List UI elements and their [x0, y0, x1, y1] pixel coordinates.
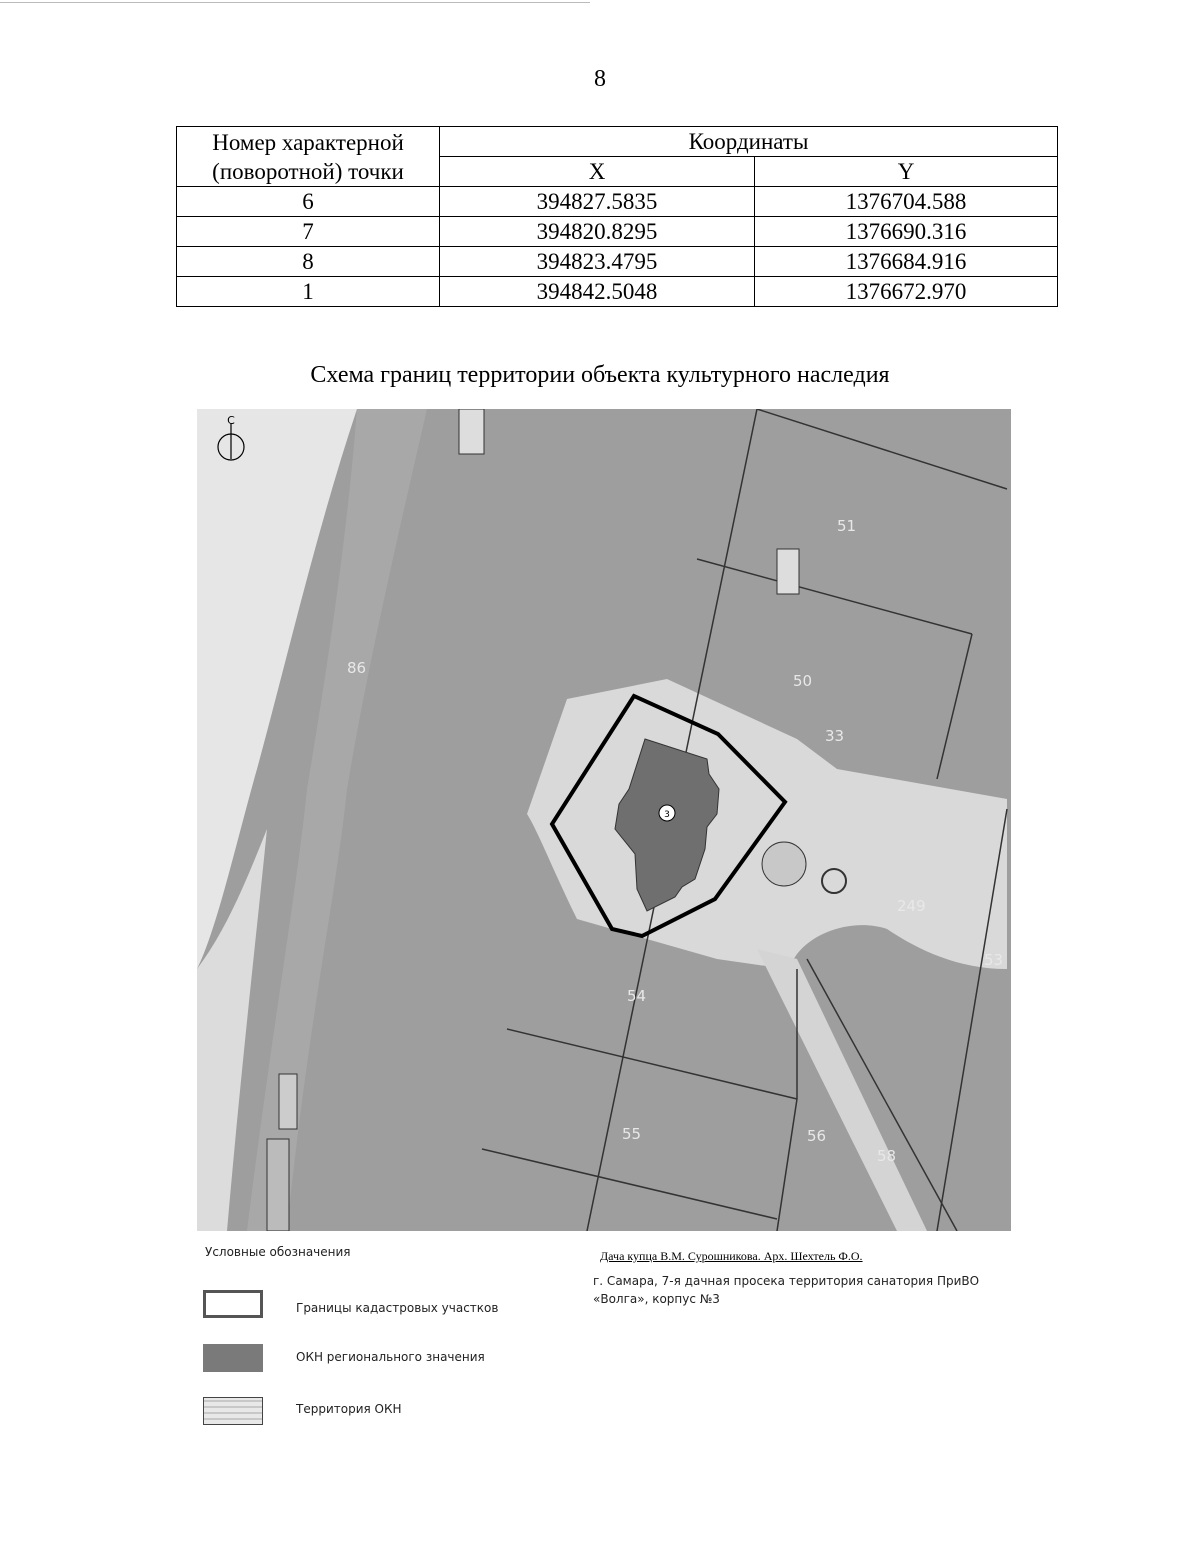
legend-swatch-okn [203, 1344, 263, 1372]
cell-y: 1376684.916 [755, 247, 1058, 277]
cell-point: 7 [177, 217, 440, 247]
page-number: 8 [594, 66, 606, 92]
boundary-map [197, 409, 1011, 1231]
parcel-label: 50 [793, 672, 813, 690]
north-label: С [227, 414, 235, 427]
cell-x: 394823.4795 [440, 247, 755, 277]
cell-point: 8 [177, 247, 440, 277]
parcel-label: 53 [984, 951, 1004, 969]
parcel-label: 54 [627, 987, 647, 1005]
roundabout [762, 842, 806, 886]
cell-x: 394827.5835 [440, 187, 755, 217]
small-structure [267, 1139, 289, 1231]
legend-swatch-territory [203, 1397, 263, 1425]
cell-point: 6 [177, 187, 440, 217]
header-coordinates: Координаты [440, 127, 1058, 157]
table-row [177, 247, 1058, 277]
coordinates-table [176, 126, 1058, 307]
parcel-label: 86 [347, 659, 367, 677]
parcel-label: 51 [837, 517, 857, 535]
parcel-label: 33 [825, 727, 845, 745]
small-structure [777, 549, 799, 594]
legend-label-cadastral: Границы кадастровых участков [296, 1301, 499, 1315]
cell-x: 394842.5048 [440, 277, 755, 307]
table-row [177, 217, 1058, 247]
parcel-label: 249 [897, 897, 926, 915]
cell-point: 1 [177, 277, 440, 307]
header-x: X [440, 157, 755, 187]
cell-x: 394820.8295 [440, 217, 755, 247]
cell-y: 1376690.316 [755, 217, 1058, 247]
cell-y: 1376704.588 [755, 187, 1058, 217]
legend-swatch-cadastral [203, 1290, 263, 1318]
legend-label-territory: Территория ОКН [296, 1402, 402, 1416]
parcel-label: 55 [622, 1125, 642, 1143]
small-structure [459, 409, 484, 454]
legend-label-okn: ОКН регионального значения [296, 1350, 485, 1364]
table-row [177, 277, 1058, 307]
header-y: Y [755, 157, 1058, 187]
top-rule [0, 2, 590, 3]
legend-title: Условные обозначения [205, 1245, 351, 1259]
caption-object: Дача купца В.М. Сурошникова. Арх. Шехтель Ф.О. [600, 1249, 863, 1263]
small-structure [279, 1074, 297, 1129]
caption-address: г. Самара, 7-я дачная просека территория санатория ПриВО «Волга», корпус №3 [593, 1274, 980, 1306]
object-number: 3 [664, 810, 670, 820]
parcel-label: 58 [877, 1147, 897, 1165]
map-canvas [197, 409, 1011, 1231]
scheme-title: Схема границ территории объекта культурного наследия [310, 362, 890, 388]
table-row [177, 187, 1058, 217]
cell-y: 1376672.970 [755, 277, 1058, 307]
parcel-label: 56 [807, 1127, 827, 1145]
header-point: Номер характерной (поворотной) точки [177, 127, 440, 187]
